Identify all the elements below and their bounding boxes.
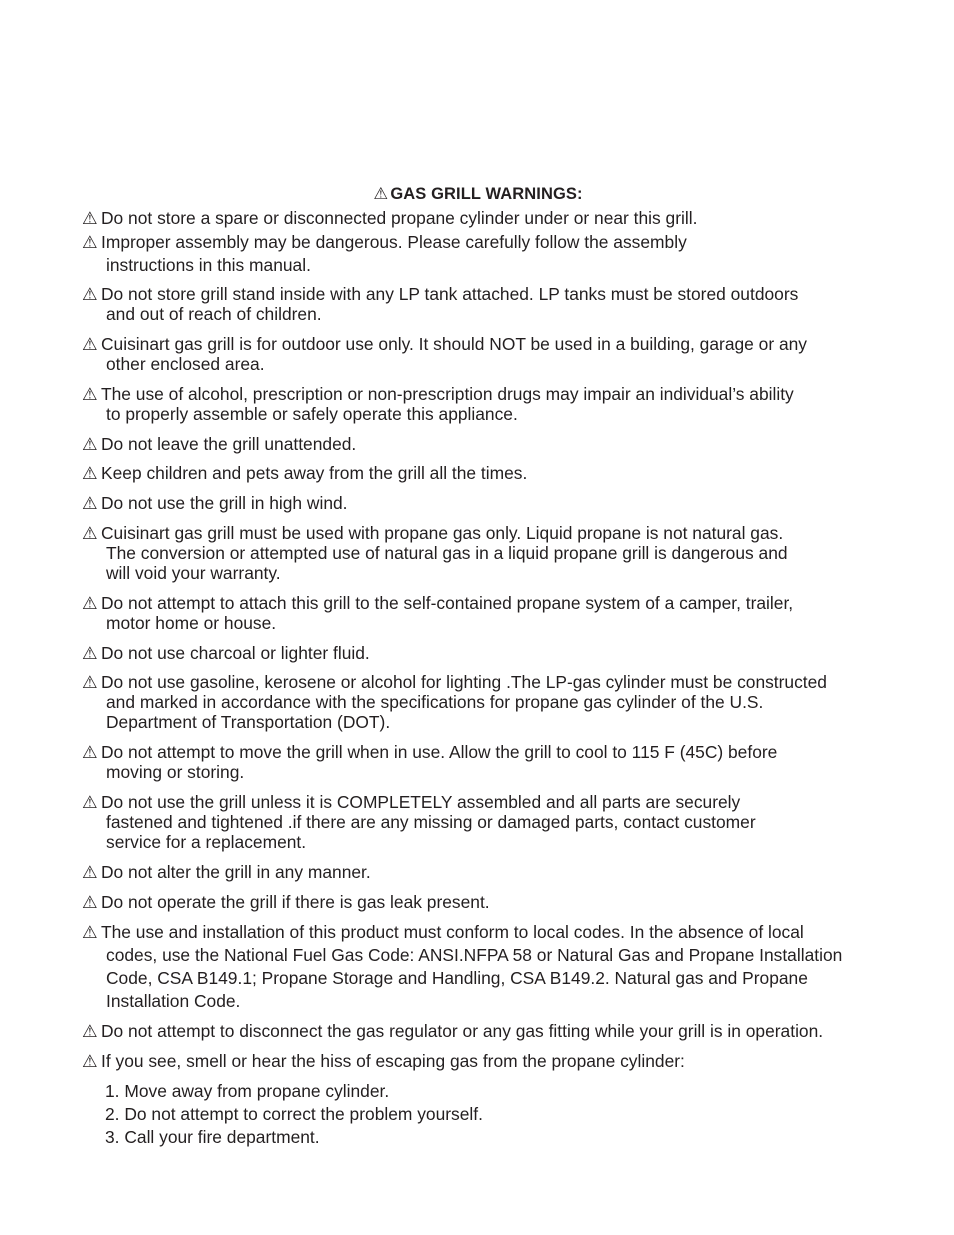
list-item: 1. Move away from propane cylinder. [105, 1081, 390, 1101]
warning-item [82, 1021, 902, 1041]
warning-item [82, 593, 902, 633]
warning-text: The use and installation of this product must conform to local codes. In the absence of local [101, 922, 804, 942]
warning-item [82, 892, 902, 912]
warning-text: Do not attempt to move the grill when in use. Allow the grill to cool to 115 F (45C) before [101, 742, 778, 762]
warning-triangle-icon: ⚠ [82, 334, 98, 354]
warning-triangle-icon: ⚠ [82, 208, 98, 228]
warning-triangle-icon: ⚠ [82, 593, 98, 613]
warning-triangle-icon: ⚠ [82, 1021, 98, 1041]
warning-text: Do not leave the grill unattended. [101, 434, 357, 454]
warning-triangle-icon: ⚠ [82, 892, 98, 912]
warning-text: Installation Code. [106, 991, 241, 1011]
warning-triangle-icon: ⚠ [82, 493, 98, 513]
warning-text: fastened and tightened .if there are any missing or damaged parts, contact customer [106, 812, 756, 832]
warning-item [82, 523, 902, 583]
warning-text: Keep children and pets away from the grill all the times. [101, 463, 528, 483]
page-title [0, 183, 954, 205]
warning-item [82, 334, 902, 374]
warning-text: codes, use the National Fuel Gas Code: ANSI.NFPA 58 or Natural Gas and Propane Installation [106, 945, 843, 965]
warning-item [82, 284, 902, 324]
warning-text: Department of Transportation (DOT). [106, 712, 391, 732]
warning-triangle-icon: ⚠ [82, 434, 98, 454]
warning-text: Cuisinart gas grill is for outdoor use only. It should NOT be used in a building, garage or any [101, 334, 808, 354]
title-text: GAS GRILL WARNINGS: [390, 185, 583, 203]
warning-text: Do not store grill stand inside with any LP tank attached. LP tanks must be stored outdoors [101, 284, 799, 304]
warning-item [82, 434, 902, 454]
warning-text: other enclosed area. [106, 354, 265, 374]
warning-text: and marked in accordance with the specifications for propane gas cylinder of the U.S. [106, 692, 764, 712]
warning-triangle-icon: ⚠ [82, 742, 98, 762]
warning-item [82, 208, 902, 228]
warning-text: The conversion or attempted use of natural gas in a liquid propane grill is dangerous and [106, 543, 788, 563]
warning-text: service for a replacement. [106, 832, 307, 852]
warning-text: Improper assembly may be dangerous. Please carefully follow the assembly [101, 232, 687, 252]
warning-item [82, 672, 902, 732]
warning-item [82, 921, 902, 1013]
list-item: 2. Do not attempt to correct the problem yourself. [105, 1104, 483, 1124]
warning-text: Do not alter the grill in any manner. [101, 862, 371, 882]
warning-text: Do not store a spare or disconnected propane cylinder under or near this grill. [101, 208, 698, 228]
warning-triangle-icon: ⚠ [82, 284, 98, 304]
warning-item [82, 792, 902, 852]
warning-triangle-icon: ⚠ [82, 523, 98, 543]
warning-item [82, 1051, 902, 1071]
warning-triangle-icon: ⚠ [82, 1051, 98, 1071]
warning-text: Do not use gasoline, kerosene or alcohol for lighting .The LP-gas cylinder must be constructed [101, 672, 827, 692]
warning-text: Do not attempt to attach this grill to the self-contained propane system of a camper, trailer, [101, 593, 794, 613]
warning-triangle-icon: ⚠ [82, 862, 98, 882]
warning-triangle-icon: ⚠ [82, 463, 98, 483]
warning-text: Do not use the grill unless it is COMPLETELY assembled and all parts are securely [101, 792, 741, 812]
warning-text: Do not operate the grill if there is gas leak present. [101, 892, 490, 912]
gas-leak-steps-list [105, 1080, 483, 1149]
warning-item [82, 742, 902, 782]
warning-text: Cuisinart gas grill must be used with propane gas only. Liquid propane is not natural gas. [101, 523, 784, 543]
warning-text: The use of alcohol, prescription or non-prescription drugs may impair an individual’s ability [101, 384, 794, 404]
warning-text: Do not use charcoal or lighter fluid. [101, 643, 370, 663]
warning-triangle-icon: ⚠ [82, 384, 98, 404]
warning-triangle-icon: ⚠ [82, 922, 98, 942]
warning-item [82, 493, 902, 513]
warning-text: Do not use the grill in high wind. [101, 493, 348, 513]
warning-text: Code, CSA B149.1; Propane Storage and Handling, CSA B149.2. Natural gas and Propane [106, 968, 808, 988]
warning-text: Do not attempt to disconnect the gas regulator or any gas fitting while your grill is in operation. [101, 1021, 824, 1041]
warning-triangle-icon: ⚠ [82, 232, 98, 252]
list-item: 3. Call your fire department. [105, 1127, 320, 1147]
warning-triangle-icon: ⚠ [82, 643, 98, 663]
warning-item [82, 231, 902, 277]
warning-item [82, 463, 902, 483]
warning-text: moving or storing. [106, 762, 245, 782]
warning-text: to properly assemble or safely operate this appliance. [106, 404, 518, 424]
warning-text: and out of reach of children. [106, 304, 322, 324]
warning-item [82, 384, 902, 424]
warning-triangle-icon: ⚠ [82, 792, 98, 812]
warning-text: If you see, smell or hear the hiss of escaping gas from the propane cylinder: [101, 1051, 685, 1071]
warning-triangle-icon: ⚠ [373, 185, 389, 203]
warning-text: instructions in this manual. [106, 255, 311, 275]
warning-item [82, 643, 902, 663]
warning-triangle-icon: ⚠ [82, 672, 98, 692]
warning-text: motor home or house. [106, 613, 277, 633]
warning-item [82, 862, 902, 882]
warning-text: will void your warranty. [106, 563, 281, 583]
